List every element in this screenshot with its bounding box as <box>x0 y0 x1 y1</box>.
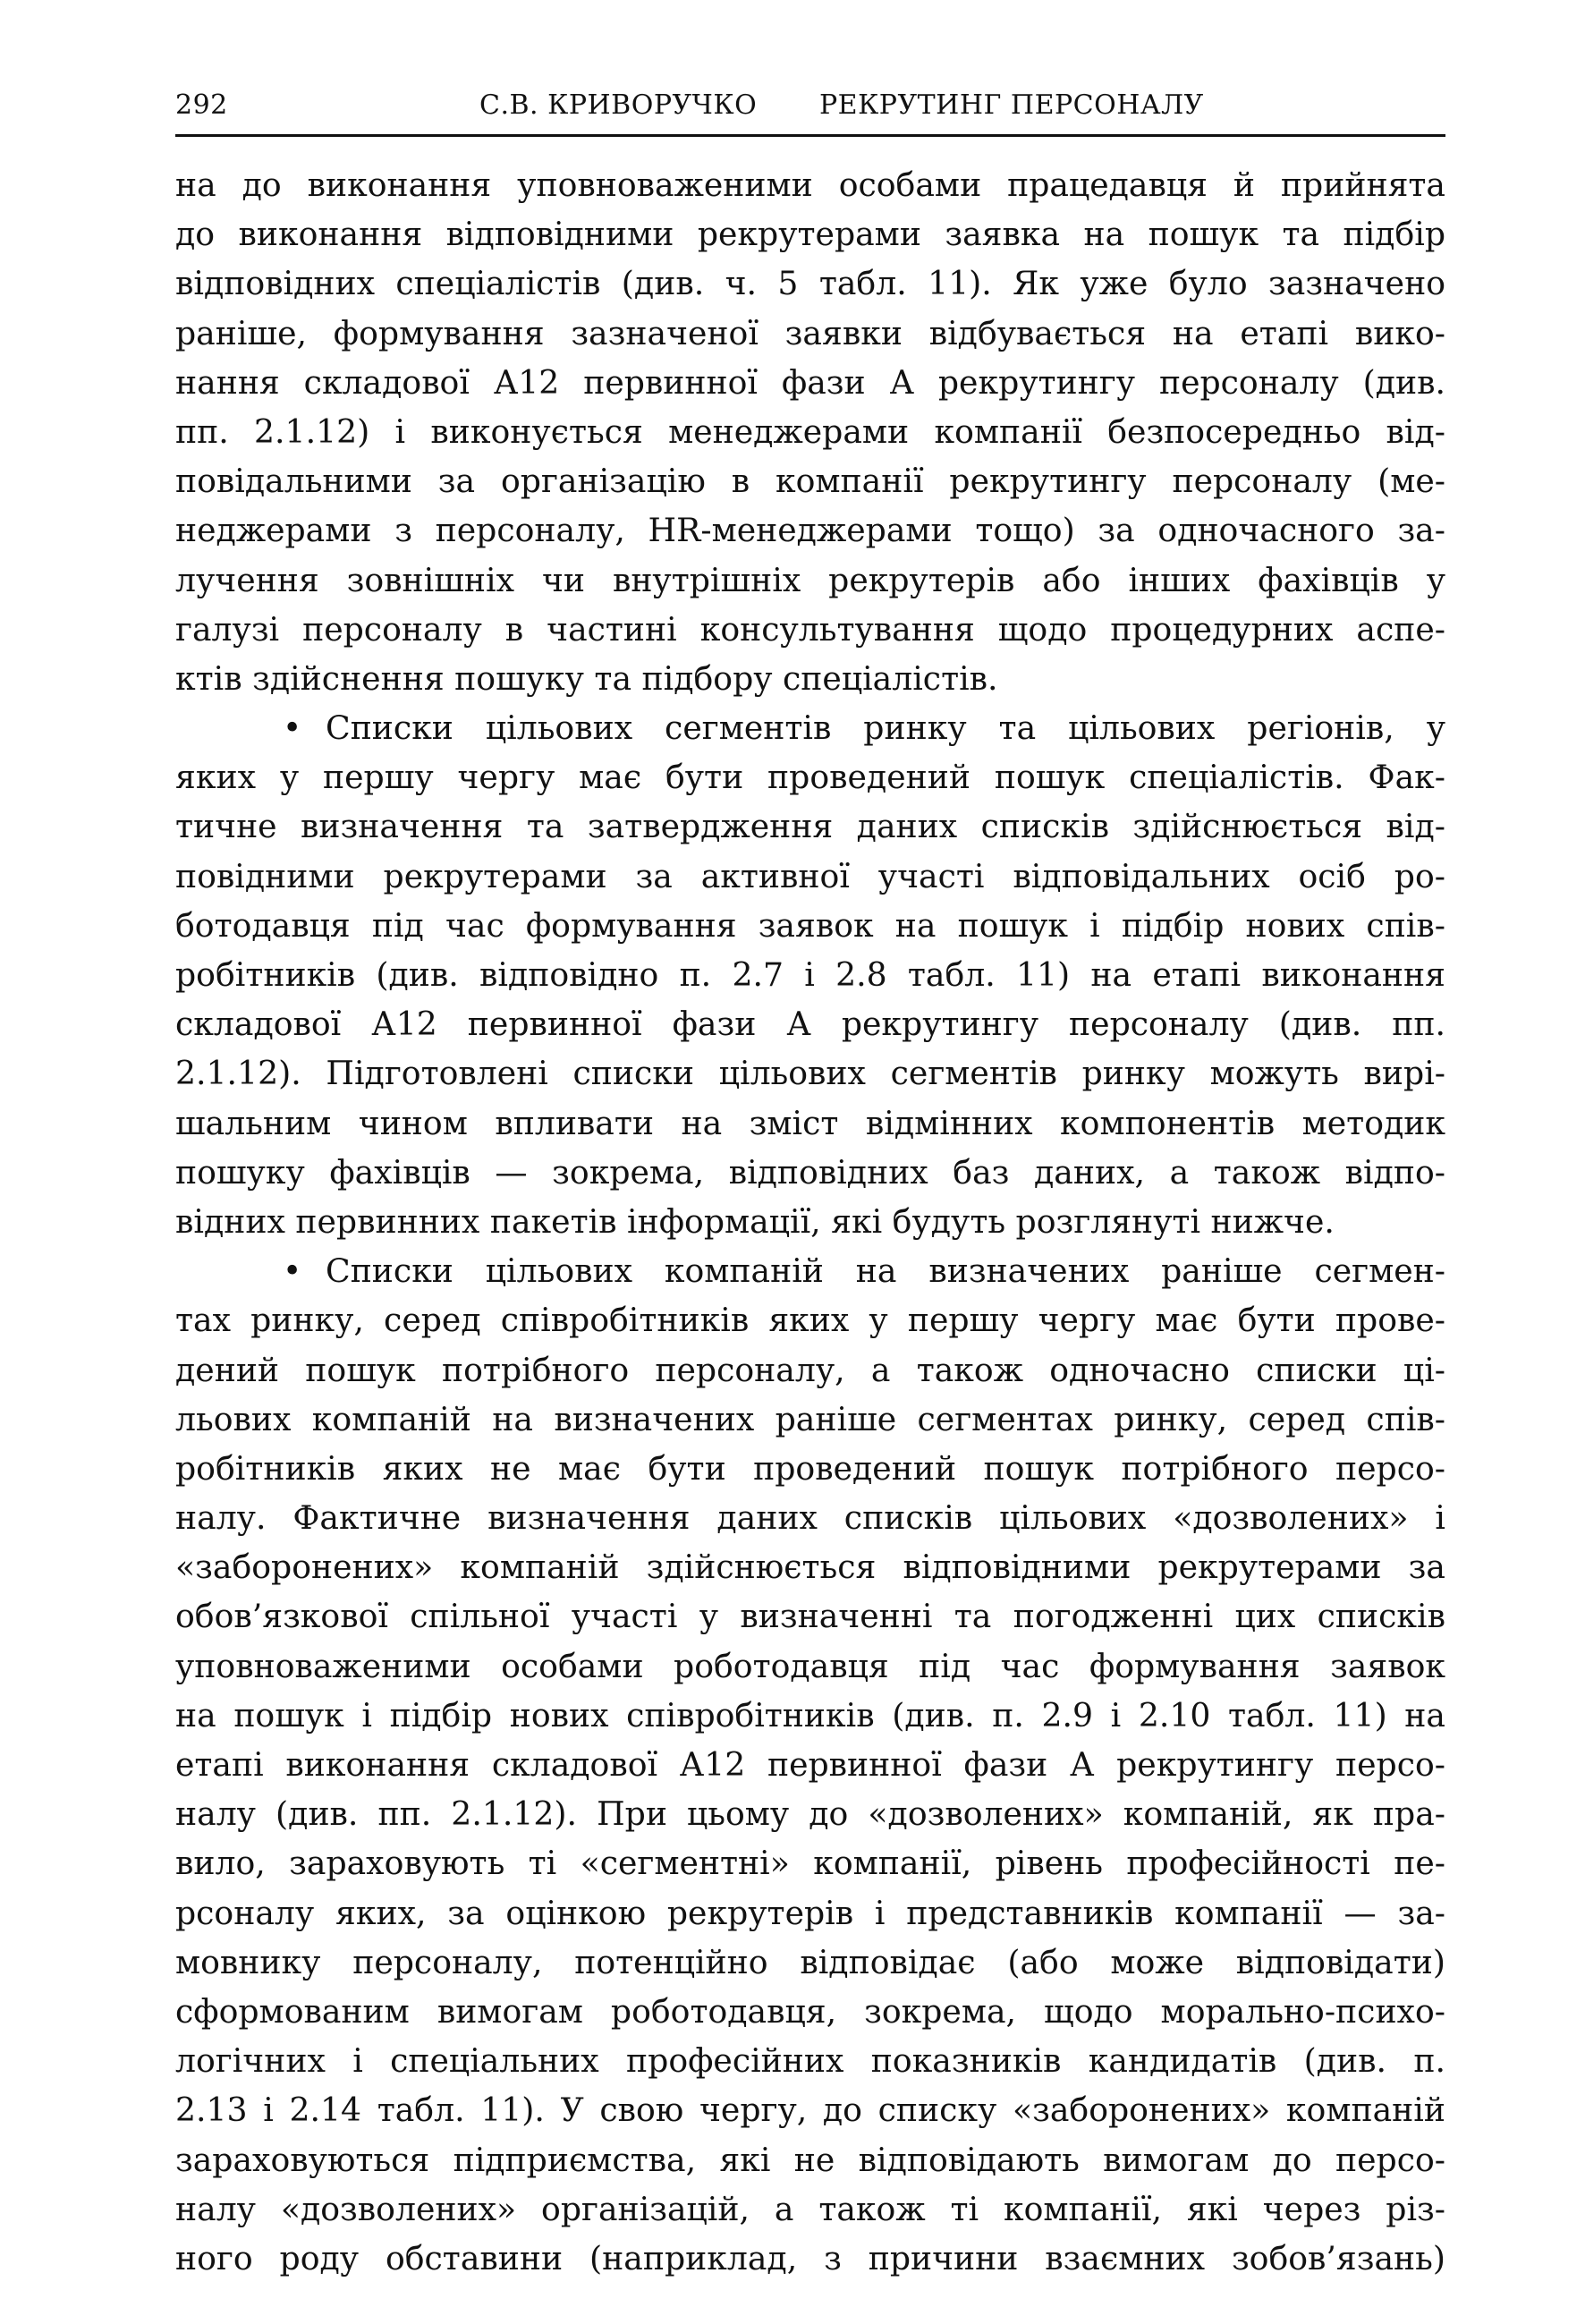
text-line <box>175 999 1445 1048</box>
bullet-icon: • <box>283 708 302 748</box>
text-line <box>175 1838 1445 1887</box>
line-text: до виконання відповідними рекрутерами заявка на пошук та підбір <box>175 215 1445 254</box>
line-text: тичне визначення та затвердження даних списків здійснюється від- <box>175 807 1445 846</box>
line-text: етапі виконання складової А12 первинної фази А рекрутингу персо- <box>175 1745 1445 1784</box>
line-text: Списки цільових сегментів ринку та цільових регіонів, у <box>326 708 1445 748</box>
line-text: «заборонених» компаній здійснюється відповідними рекрутерами за <box>175 1548 1445 1587</box>
line-text: уповноваженими особами роботодавця під час формування заявок <box>175 1646 1445 1685</box>
text-line <box>175 605 1445 654</box>
line-text: сформованим вимогам роботодавця, зокрема, щодо морально-психо- <box>175 1991 1445 2031</box>
line-text: пп. 2.1.12) і виконується менеджерами компанії безпосередньо від- <box>175 411 1445 451</box>
text-line <box>175 1345 1445 1395</box>
text-line <box>175 2135 1445 2184</box>
text-line <box>175 1691 1445 1740</box>
text-line <box>175 1148 1445 1197</box>
line-text: 2.1.12). Підготовлені списки цільових сегментів ринку можуть вирі- <box>175 1054 1445 1093</box>
text-line <box>175 1444 1445 1493</box>
text-line <box>175 2184 1445 2234</box>
line-text: льових компаній на визначених раніше сегментах ринку, серед спів- <box>175 1399 1445 1438</box>
text-line <box>175 1295 1445 1344</box>
text-line <box>175 556 1445 605</box>
text-line <box>175 901 1445 950</box>
text-line <box>175 1789 1445 1838</box>
line-text: робітників (див. відповідно п. 2.7 і 2.8 табл. 11) на етапі виконання <box>175 955 1445 994</box>
text-line <box>175 950 1445 999</box>
line-text: нання складової А12 первинної фази А рекрутингу персоналу (див. <box>175 362 1445 402</box>
text-line <box>175 1098 1445 1148</box>
text-line <box>175 309 1445 358</box>
line-text: дений пошук потрібного персоналу, а також одночасно списки ці- <box>175 1350 1445 1389</box>
text-line <box>175 1740 1445 1789</box>
line-text: мовнику персоналу, потенційно відповідає (або може відповідати) <box>175 1942 1445 1981</box>
line-text: ботодавця під час формування заявок на пошук і підбір нових спів- <box>175 905 1445 945</box>
line-text: повідальними за організацію в компанії рекрутингу персоналу (ме- <box>175 462 1445 501</box>
line-text: ного роду обставини (наприклад, з причини взаємних зобов’язань) <box>175 2238 1445 2277</box>
line-text: робітників яких не має бути проведений пошук потрібного персо- <box>175 1448 1445 1488</box>
line-text: 2.13 і 2.14 табл. 11). У свою чергу, до списку «заборонених» компаній <box>175 2091 1445 2130</box>
line-text: ктів здійснення пошуку та підбору спеціалістів. <box>175 658 998 698</box>
bullet-item-line <box>175 1246 1445 1295</box>
text-line <box>175 1493 1445 1542</box>
line-text: вило, зараховують ті «сегментні» компанії, рівень професійності пе- <box>175 1844 1445 1883</box>
text-line <box>175 1395 1445 1444</box>
text-line <box>175 2085 1445 2134</box>
header-author: С.В. КРИВОРУЧКО <box>479 89 758 121</box>
text-line <box>175 1197 1445 1246</box>
text-line <box>175 1048 1445 1098</box>
line-text: налу «дозволених» організацій, а також ті компанії, які через різ- <box>175 2189 1445 2228</box>
text-line <box>175 2234 1445 2283</box>
document-page <box>175 89 1445 2283</box>
text-line <box>175 259 1445 308</box>
line-text: рсоналу яких, за оцінкою рекрутерів і представників компанії — за- <box>175 1893 1445 1932</box>
running-header <box>175 89 1445 137</box>
line-text: лучення зовнішніх чи внутрішніх рекрутерів або інших фахівців у <box>175 560 1445 599</box>
line-text: зараховуються підприємства, які не відповідають вимогам до персо- <box>175 2140 1445 2179</box>
text-line <box>175 1938 1445 1987</box>
text-line <box>175 654 1445 703</box>
text-line <box>175 802 1445 851</box>
text-line <box>175 1591 1445 1641</box>
line-text: Списки цільових компаній на визначених раніше сегмен- <box>326 1251 1445 1291</box>
page-number: 292 <box>175 89 228 121</box>
text-line <box>175 1987 1445 2036</box>
body-text <box>175 160 1445 2283</box>
line-text: тах ринку, серед співробітників яких у першу чергу має бути прове- <box>175 1301 1445 1340</box>
text-line <box>175 456 1445 505</box>
line-text: відповідних спеціалістів (див. ч. 5 табл. 11). Як уже було зазначено <box>175 264 1445 303</box>
line-text: логічних і спеціальних професійних показників кандидатів (див. п. <box>175 2041 1445 2081</box>
bullet-item-line <box>175 703 1445 752</box>
line-text: неджерами з персоналу, HR-менеджерами тощо) за одночасного за- <box>175 511 1445 550</box>
line-text: галузі персоналу в частині консультування щодо процедурних аспе- <box>175 609 1445 649</box>
line-text: налу (див. пп. 2.1.12). При цьому до «дозволених» компаній, як пра- <box>175 1794 1445 1834</box>
text-line <box>175 160 1445 209</box>
bullet-icon: • <box>283 1251 302 1291</box>
line-text: на пошук і підбір нових співробітників (див. п. 2.9 і 2.10 табл. 11) на <box>175 1695 1445 1735</box>
line-text: налу. Фактичне визначення даних списків цільових «дозволених» і <box>175 1498 1445 1538</box>
text-line <box>175 358 1445 407</box>
line-text: яких у першу чергу має бути проведений пошук спеціалістів. Фак- <box>175 758 1445 797</box>
line-text: пошуку фахівців — зокрема, відповідних баз даних, а також відпо- <box>175 1152 1445 1192</box>
header-book-title: РЕКРУТИНГ ПЕРСОНАЛУ <box>819 89 1204 121</box>
text-line <box>175 852 1445 901</box>
text-line <box>175 1888 1445 1938</box>
text-line <box>175 752 1445 802</box>
line-text: обов’язкової спільної участі у визначенні та погодженні цих списків <box>175 1597 1445 1636</box>
text-line <box>175 1542 1445 1591</box>
text-line <box>175 2036 1445 2085</box>
text-line <box>175 1641 1445 1691</box>
line-text: раніше, формування зазначеної заявки відбувається на етапі вико- <box>175 313 1445 352</box>
text-line <box>175 407 1445 456</box>
line-text: шальним чином впливати на зміст відмінних компонентів методик <box>175 1103 1445 1142</box>
text-line <box>175 209 1445 259</box>
line-text: на до виконання уповноваженими особами працедавця й прийнята <box>175 165 1445 204</box>
line-text: складової А12 первинної фази А рекрутингу персоналу (див. пп. <box>175 1005 1445 1044</box>
line-text: повідними рекрутерами за активної участі відповідальних осіб ро- <box>175 856 1445 895</box>
text-line <box>175 505 1445 555</box>
line-text: відних первинних пакетів інформації, які будуть розглянуті нижче. <box>175 1201 1335 1241</box>
